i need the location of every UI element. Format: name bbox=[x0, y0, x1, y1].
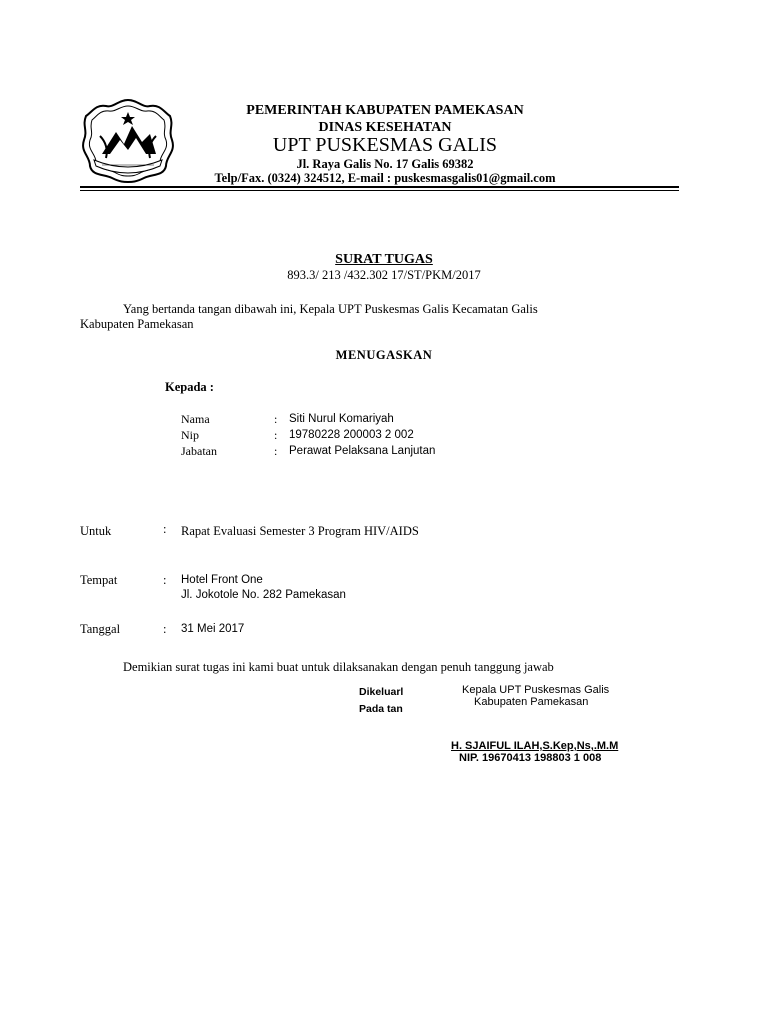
untuk-label: Untuk bbox=[80, 524, 112, 538]
signer-nip: NIP. 19670413 198803 1 008 bbox=[459, 752, 602, 764]
jabatan-label: Jabatan bbox=[181, 444, 217, 458]
issued-date-label: Pada tan bbox=[359, 703, 403, 715]
header-government: PEMERINTAH KABUPATEN PAMEKASAN bbox=[246, 103, 524, 118]
letter-title: SURAT TUGAS bbox=[335, 252, 433, 267]
jabatan-colon: : bbox=[274, 444, 278, 458]
tanggal-value: 31 Mei 2017 bbox=[181, 623, 245, 635]
nama-value: Siti Nurul Komariyah bbox=[289, 413, 394, 425]
header-institution: UPT PUSKESMAS GALIS bbox=[272, 134, 498, 156]
tanggal-colon: : bbox=[163, 622, 167, 636]
intro-line-2: Kabupaten Pamekasan bbox=[80, 317, 194, 331]
closing-statement: Demikian surat tugas ini kami buat untuk dilaksanakan dengan penuh tanggung jawab bbox=[123, 660, 554, 674]
signer-position-1: Kepala UPT Puskesmas Galis bbox=[462, 684, 610, 696]
tempat-value-2: Jl. Jokotole No. 282 Pamekasan bbox=[181, 589, 346, 601]
tempat-label: Tempat bbox=[80, 573, 118, 587]
header-address: Jl. Raya Galis No. 17 Galis 69382 bbox=[296, 157, 474, 171]
letter-number: 893.3/ 213 /432.302 17/ST/PKM/2017 bbox=[287, 268, 481, 282]
untuk-value: Rapat Evaluasi Semester 3 Program HIV/AIDS bbox=[181, 524, 419, 538]
signer-position-2: Kabupaten Pamekasan bbox=[474, 696, 589, 708]
tanggal-label: Tanggal bbox=[80, 622, 121, 636]
nip-label: Nip bbox=[181, 428, 199, 442]
nama-label: Nama bbox=[181, 412, 210, 426]
header-contact: Telp/Fax. (0324) 324512, E-mail : puskesmasgalis01@gmail.com bbox=[214, 171, 556, 185]
header-rule-thin bbox=[80, 190, 679, 191]
nip-value: 19780228 200003 2 002 bbox=[289, 429, 414, 441]
tempat-colon: : bbox=[163, 573, 167, 587]
menugaskan-heading: MENUGASKAN bbox=[335, 348, 433, 362]
tempat-value-1: Hotel Front One bbox=[181, 574, 263, 586]
signer-name: H. SJAIFUL ILAH,S.Kep,Ns,.M.M bbox=[451, 740, 619, 752]
header-department: DINAS KESEHATAN bbox=[318, 120, 452, 135]
nama-colon: : bbox=[274, 412, 278, 426]
issued-at-label: Dikeluarl bbox=[359, 686, 404, 698]
kepada-label: Kepada : bbox=[165, 380, 214, 394]
untuk-colon: : bbox=[163, 522, 167, 536]
jabatan-value: Perawat Pelaksana Lanjutan bbox=[289, 445, 436, 457]
nip-colon: : bbox=[274, 428, 278, 442]
intro-line-1: Yang bertanda tangan dibawah ini, Kepala UPT Puskesmas Galis Kecamatan Galis bbox=[123, 302, 538, 316]
header-rule-thick bbox=[80, 186, 679, 188]
